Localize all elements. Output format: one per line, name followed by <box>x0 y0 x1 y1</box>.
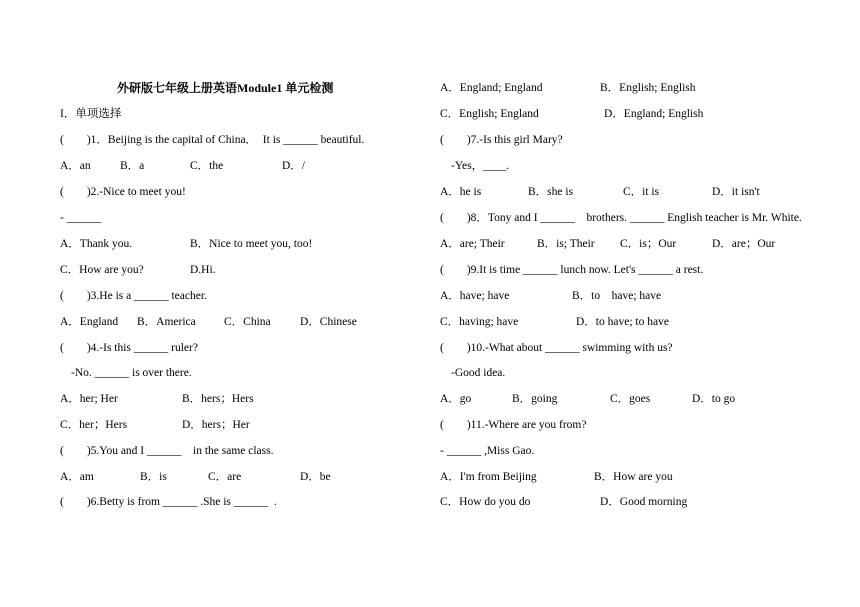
q6-option-d: D．England; English <box>604 108 704 120</box>
q8-option-d: D．are；Our <box>712 238 776 250</box>
q4-option-b: B．hers；Hers <box>182 393 254 405</box>
q9-option-d: D．to have; to have <box>576 316 669 328</box>
question-7: ( )7.-Is this girl Mary? <box>440 134 563 146</box>
q7-option-c: C．it is <box>623 186 660 198</box>
q2-option-b: B．Nice to meet you, too! <box>190 238 313 250</box>
q3-option-a: A．England <box>60 316 119 328</box>
q9-option-b: B．to have; have <box>572 290 662 302</box>
question-2: ( )2.-Nice to meet you! <box>60 186 186 198</box>
q10-option-d: D．to go <box>692 393 736 405</box>
q10-option-b: B．going <box>512 393 558 405</box>
q4-option-d: D．hers；Her <box>182 419 250 431</box>
q7-reply: -Yes，____. <box>451 160 509 172</box>
q6-option-a: A．England; England <box>440 82 543 94</box>
q7-option-d: D．it isn't <box>712 186 760 198</box>
q10-option-a: A．go <box>440 393 472 405</box>
question-8: ( )8．Tony and I ______ brothers. ______ English teacher is Mr. White. <box>440 212 802 224</box>
q3-option-b: B．America <box>137 316 196 328</box>
section-heading: I．单项选择 <box>60 108 122 120</box>
question-11: ( )11.-Where are you from? <box>440 419 587 431</box>
question-1: ( )1．Beijing is the capital of China． It is ______ beautiful. <box>60 134 365 146</box>
q9-option-a: A．have; have <box>440 290 510 302</box>
q4-option-c: C．her；Hers <box>60 419 128 431</box>
question-5: ( )5.You and I ______ in the same class. <box>60 445 274 457</box>
q2-option-d: D.Hi. <box>190 264 216 276</box>
q1-option-b: B．a <box>120 160 145 172</box>
q6-option-b: B．English; English <box>600 82 696 94</box>
question-6: ( )6.Betty is from ______ .She is ______ . <box>60 496 277 508</box>
q8-option-a: A．are; Their <box>440 238 505 250</box>
q3-option-c: C．China <box>224 316 271 328</box>
question-9: ( )9.It is time ______ lunch now. Let's ______ a rest. <box>440 264 704 276</box>
q8-option-b: B．is; Their <box>537 238 595 250</box>
q4-option-a: A．her; Her <box>60 393 118 405</box>
q11-option-c: C．How do you do <box>440 496 531 508</box>
q5-option-b: B．is <box>140 471 167 483</box>
page-title: 外研版七年级上册英语Module1 单元检测 <box>117 81 334 95</box>
q11-option-a: A．I'm from Beijing <box>440 471 537 483</box>
q11-reply: - ______ ,Miss Gao. <box>440 445 535 457</box>
q4-reply: -No. ______ is over there. <box>71 367 192 379</box>
q8-option-c: C．is；Our <box>620 238 677 250</box>
question-10: ( )10.-What about ______ swimming with us? <box>440 342 673 354</box>
q5-option-a: A．am <box>60 471 94 483</box>
q11-option-b: B．How are you <box>594 471 673 483</box>
q11-option-d: D．Good morning <box>600 496 688 508</box>
q9-option-c: C．having; have <box>440 316 519 328</box>
q7-option-a: A．he is <box>440 186 482 198</box>
q3-option-d: D．Chinese <box>300 316 357 328</box>
question-4: ( )4.-Is this ______ ruler? <box>60 342 198 354</box>
q10-reply: -Good idea. <box>451 367 506 379</box>
question-3: ( )3.He is a ______ teacher. <box>60 290 207 302</box>
q1-option-c: C．the <box>190 160 224 172</box>
q5-option-d: D．be <box>300 471 331 483</box>
q1-option-a: A．an <box>60 160 91 172</box>
q1-option-d: D．/ <box>282 160 305 172</box>
q5-option-c: C．are <box>208 471 242 483</box>
q2-option-c: C．How are you? <box>60 264 144 276</box>
q10-option-c: C．goes <box>610 393 651 405</box>
q2-option-a: A．Thank you. <box>60 238 133 250</box>
q7-option-b: B．she is <box>528 186 574 198</box>
q6-option-c: C．English; England <box>440 108 539 120</box>
q2-blank-reply: - ______ <box>60 212 102 224</box>
